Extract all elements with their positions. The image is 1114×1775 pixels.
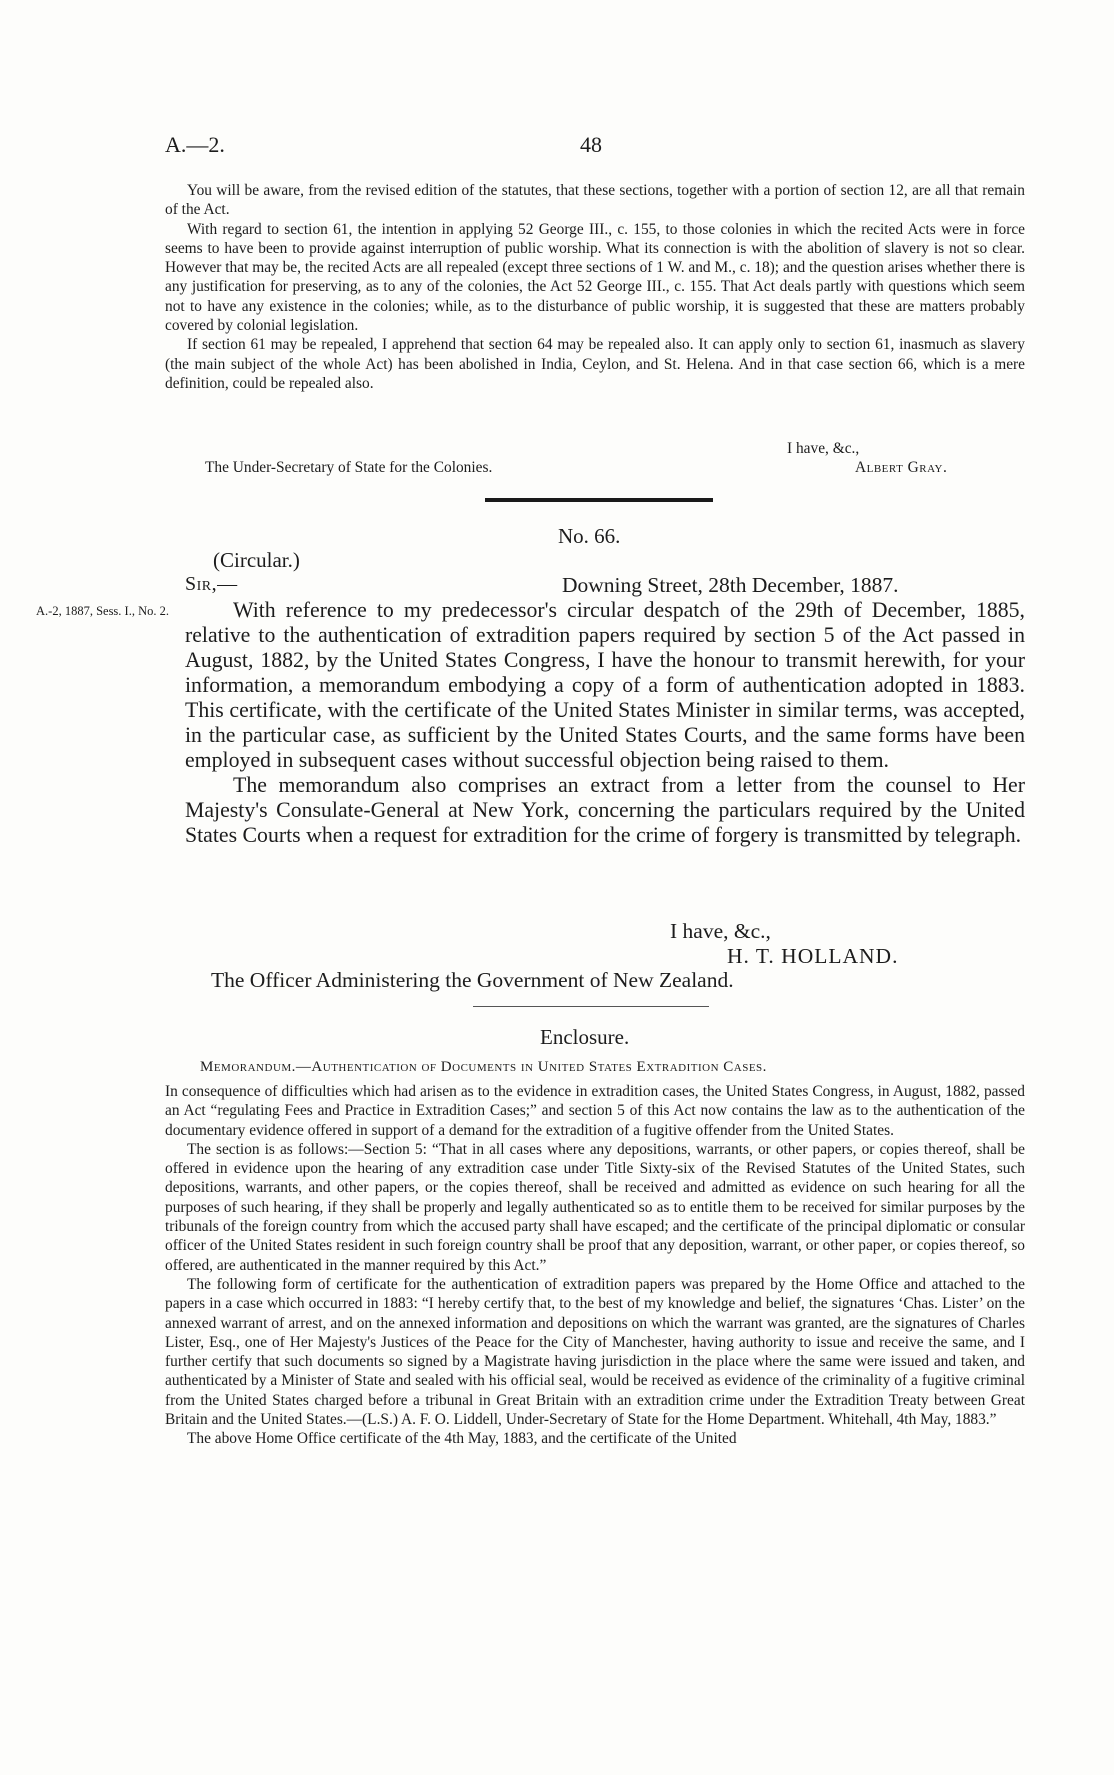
enclosure-body [165,1082,1025,1449]
despatch-type: (Circular.) [213,548,300,572]
section-divider-thick [485,498,713,502]
page-number: 48 [580,132,602,157]
enclosure-title: Memorandum.—Authentication of Documents in United States Extradition Cases. [200,1059,767,1075]
letter-1-paragraph: With regard to section 61, the intention in applying 52 George III., c. 155, to those colonies in which the recited Acts were in force seems to have been to provide against interruption of public worship. What its connection is with the abolition of slavery is not so clear. However that may be, the recited Acts are all repealed (except three sections of 1 W. and M., c. 18); and the question arises whether there is any justification for preserving, as to any of the colonies, the Act 52 George III., c. 155. That Act deals partly with questions which seem not to have any existence in the colonies; while, as to the disturbance of public worship, it is suggested that these are matters probably covered by colonial legislation. [165,220,1025,335]
enclosure-paragraph: The above Home Office certificate of the 4th May, 1883, and the certificate of the United [187,1430,737,1448]
salutation: Sir,— [185,573,238,595]
letter-2-signature: H. T. HOLLAND. [727,944,899,968]
enclosure-paragraph: The section is as follows:—Section 5: “That in all cases where any depositions, warrants, or other papers, or copies thereof, shall be offered in evidence upon the hearing of any extradition case under Title Sixty-six of the Revised Statutes of the United States, such depositions, warrants, and other papers, or the copies thereof, shall be received and admitted as evidence on such hearing for all the purposes of such hearing, if they shall be properly and legally authenticated so as to entitle them to be received for similar purposes by the tribunals of the foreign country from which the accused party shall have escaped; and the certificate of the principal diplomatic or consular officer of the United States resident in such foreign country shall be proof that any deposition, warrant, or other paper, or copies thereof, so offered, are authenticated in the manner required by this Act.” [165,1140,1025,1274]
margin-note: A.-2, 1887, Sess. I., No. 2. [36,604,169,618]
letter-2-paragraph: With reference to my predecessor's circular despatch of the 29th of December, 1885, relative to the authentication of extradition papers required by section 5 of the Act passed in August, 1882, by the United States Congress, I have the honour to transmit herewith, for your information, a memorandum embodying a copy of a form of authentication adopted in 1883. This certificate, with the certificate of the United States Minister in similar terms, was accepted, in the particular case, as sufficient by the United States Courts, and the same forms have been employed in subsequent cases without successful objection being raised to them. [185,598,1025,772]
letter-2-addressee: The Officer Administering the Government of New Zealand. [211,968,734,992]
section-divider-thin [473,1006,709,1007]
letter-1-closing: I have, &c., [787,440,860,457]
place-date: Downing Street, 28th December, 1887. [562,573,899,597]
letter-1-signature: Albert Gray. [855,459,948,476]
enclosure-heading: Enclosure. [540,1025,630,1049]
letter-1-addressee: The Under-Secretary of State for the Colonies. [205,459,493,476]
letter-1-body [165,181,1025,393]
despatch-number: No. 66. [558,524,621,548]
enclosure-paragraph: The following form of certificate for the authentication of extradition papers was prepared by the Home Office and attached to the papers in a case which occurred in 1883: “I hereby certify that, to the best of my knowledge and belief, the signatures ‘Chas. Lister’ on the annexed warrant of arrest, and on the annexed information and depositions on which the warrant was granted, are the signatures of Charles Lister, Esq., one of Her Majesty's Justices of the Peace for the City of Manchester, having authority to issue and receive the same, and I further certify that such documents so signed by a Magistrate having jurisdiction in the place where the same were issued and taken, and authenticated by a Minister of State and sealed with his official seal, would be received as evidence of the criminality of a fugitive criminal from the United States charged before a tribunal in Great Britain with an extradition crime under the Extradition Treaty between Great Britain and the United States.—(L.S.) A. F. O. Liddell, Under-Secretary of State for the Home Department. Whitehall, 4th May, 1883.” [165,1275,1025,1429]
page-reference: A.—2. [165,132,225,157]
letter-2-body [185,598,1025,848]
letter-2-closing: I have, &c., [670,919,771,943]
enclosure-paragraph: In consequence of difficulties which had arisen as to the evidence in extradition cases, the United States Congress, in August, 1882, passed an Act “regulating Fees and Practice in Extradition Cases;” and section 5 of this Act now contains the law as to the authentication of the documentary evidence offered in support of a demand for the extradition of a fugitive offender from the United States. [165,1083,1025,1139]
letter-1-paragraph: You will be aware, from the revised edition of the statutes, that these sections, together with a portion of section 12, are all that remain of the Act. [165,182,1025,219]
letter-2-paragraph: The memorandum also comprises an extract from a letter from the counsel to Her Majesty's Consulate-General at New York, concerning the particulars required by the United States Courts when a request for extradition for the crime of forgery is transmitted by telegraph. [185,773,1025,847]
letter-1-paragraph: If section 61 may be repealed, I apprehend that section 64 may be repealed also. It can apply only to section 61, inasmuch as slavery (the main subject of the whole Act) has been abolished in India, Ceylon, and St. Helena. And in that case section 66, which is a mere definition, could be repealed also. [165,336,1025,392]
